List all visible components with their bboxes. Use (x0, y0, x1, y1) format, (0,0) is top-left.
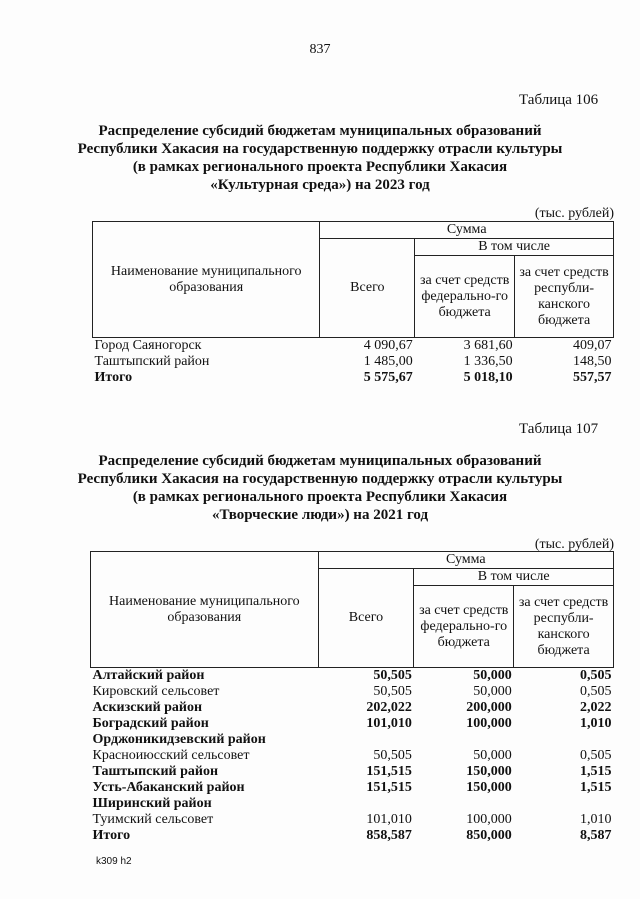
row-federal: 1 336,50 (463, 354, 513, 369)
header-sum: Сумма (320, 222, 614, 239)
row-name: Алтайский район (92, 668, 205, 683)
row-federal: 850,000 (466, 828, 512, 843)
header-sum: Сумма (318, 552, 613, 569)
row-total: 50,505 (373, 668, 412, 683)
table-row (93, 370, 614, 386)
row-federal: 100,000 (466, 812, 512, 827)
header-name: Наименование муниципального образования (91, 552, 319, 668)
title-line: Республики Хакасия на государственную поддержку отрасли культуры (77, 471, 563, 487)
row-total: 101,010 (366, 716, 412, 731)
row-republic: 0,505 (580, 668, 612, 683)
table-107-title (0, 452, 640, 524)
header-incl: В том числе (415, 239, 614, 256)
table-row (91, 732, 614, 748)
row-republic: 557,57 (573, 370, 612, 385)
title-line: (в рамках регионального проекта Республики Хакасия (132, 489, 508, 505)
row-federal: 5 018,10 (463, 370, 513, 385)
table-106-units: (тыс. рублей) (534, 206, 614, 221)
row-republic: 2,022 (580, 700, 612, 715)
row-name: Аскизский район (92, 700, 203, 715)
row-total (318, 732, 414, 748)
title-line: (в рамках регионального проекта Республики Хакасия (132, 159, 508, 175)
table-row (91, 684, 614, 700)
row-republic: 409,07 (573, 338, 612, 353)
footer-code: k309 h2 (96, 856, 132, 867)
row-total: 202,022 (366, 700, 412, 715)
header-republic: за счет средств республи-канского бюджета (515, 256, 614, 338)
row-federal (414, 732, 514, 748)
row-total (318, 796, 414, 812)
row-republic: 0,505 (580, 748, 612, 763)
row-total: 1 485,00 (363, 354, 413, 369)
row-name: Таштыпский район (94, 354, 210, 369)
row-total: 151,515 (366, 764, 412, 779)
table-106-label: Таблица 106 (519, 92, 599, 108)
row-republic: 0,505 (580, 684, 612, 699)
row-federal: 50,000 (473, 668, 512, 683)
row-federal: 150,000 (466, 764, 512, 779)
row-federal: 150,000 (466, 780, 512, 795)
row-name: Кировский сельсовет (92, 684, 220, 699)
row-federal: 200,000 (466, 700, 512, 715)
row-name: Орджоникидзевский район (92, 732, 266, 747)
title-line: Распределение субсидий бюджетам муниципальных образований (98, 123, 542, 139)
row-republic (514, 796, 614, 812)
row-name: Таштыпский район (92, 764, 219, 779)
table-107-label: Таблица 107 (519, 421, 599, 437)
row-republic: 1,515 (580, 764, 612, 779)
table-row (91, 700, 614, 716)
row-total: 50,505 (373, 684, 412, 699)
row-federal: 100,000 (466, 716, 512, 731)
title-line: Распределение субсидий бюджетам муниципальных образований (98, 453, 542, 469)
table-row (93, 354, 614, 370)
row-total: 50,505 (373, 748, 412, 763)
row-name: Город Саяногорск (94, 338, 202, 353)
header-federal: за счет средств федерально-го бюджета (415, 256, 515, 338)
header-republic: за счет средств республи-канского бюджета (514, 586, 614, 668)
row-federal: 50,000 (473, 684, 512, 699)
table-106 (92, 221, 614, 386)
table-row (91, 780, 614, 796)
row-name: Туимский сельсовет (92, 812, 214, 827)
row-republic: 1,010 (580, 716, 612, 731)
title-line: Республики Хакасия на государственную поддержку отрасли культуры (77, 141, 563, 157)
table-row (93, 338, 614, 355)
table-row (91, 796, 614, 812)
header-name: Наименование муниципального образования (93, 222, 320, 338)
table-row (91, 812, 614, 828)
row-federal: 3 681,60 (463, 338, 513, 353)
row-name: Красноиюсский сельсовет (92, 748, 250, 763)
title-line: «Культурная среда») на 2023 год (210, 177, 430, 193)
table-row (91, 668, 614, 685)
table-107-units: (тыс. рублей) (534, 537, 614, 552)
table-107 (90, 551, 614, 844)
row-name: Итого (94, 370, 133, 385)
table-row (91, 828, 614, 844)
header-federal: за счет средств федерально-го бюджета (414, 586, 514, 668)
row-republic (514, 732, 614, 748)
row-federal: 50,000 (473, 748, 512, 763)
header-total: Всего (320, 239, 415, 338)
row-name: Итого (92, 828, 131, 843)
row-total: 4 090,67 (363, 338, 413, 353)
row-republic: 8,587 (580, 828, 612, 843)
row-federal (414, 796, 514, 812)
page-number: 837 (309, 42, 331, 57)
row-republic: 1,010 (580, 812, 612, 827)
table-106-title (0, 122, 640, 194)
header-incl: В том числе (414, 569, 614, 586)
row-name: Ширинский район (92, 796, 212, 811)
row-name: Усть-Абаканский район (92, 780, 245, 795)
row-name: Боградский район (92, 716, 209, 731)
row-total: 101,010 (366, 812, 412, 827)
table-row (91, 748, 614, 764)
row-total: 151,515 (366, 780, 412, 795)
row-total: 858,587 (366, 828, 412, 843)
row-republic: 1,515 (580, 780, 612, 795)
table-row (91, 716, 614, 732)
table-row (91, 764, 614, 780)
title-line: «Творческие люди») на 2021 год (211, 507, 429, 523)
row-republic: 148,50 (573, 354, 612, 369)
header-total: Всего (318, 569, 414, 668)
row-total: 5 575,67 (363, 370, 413, 385)
